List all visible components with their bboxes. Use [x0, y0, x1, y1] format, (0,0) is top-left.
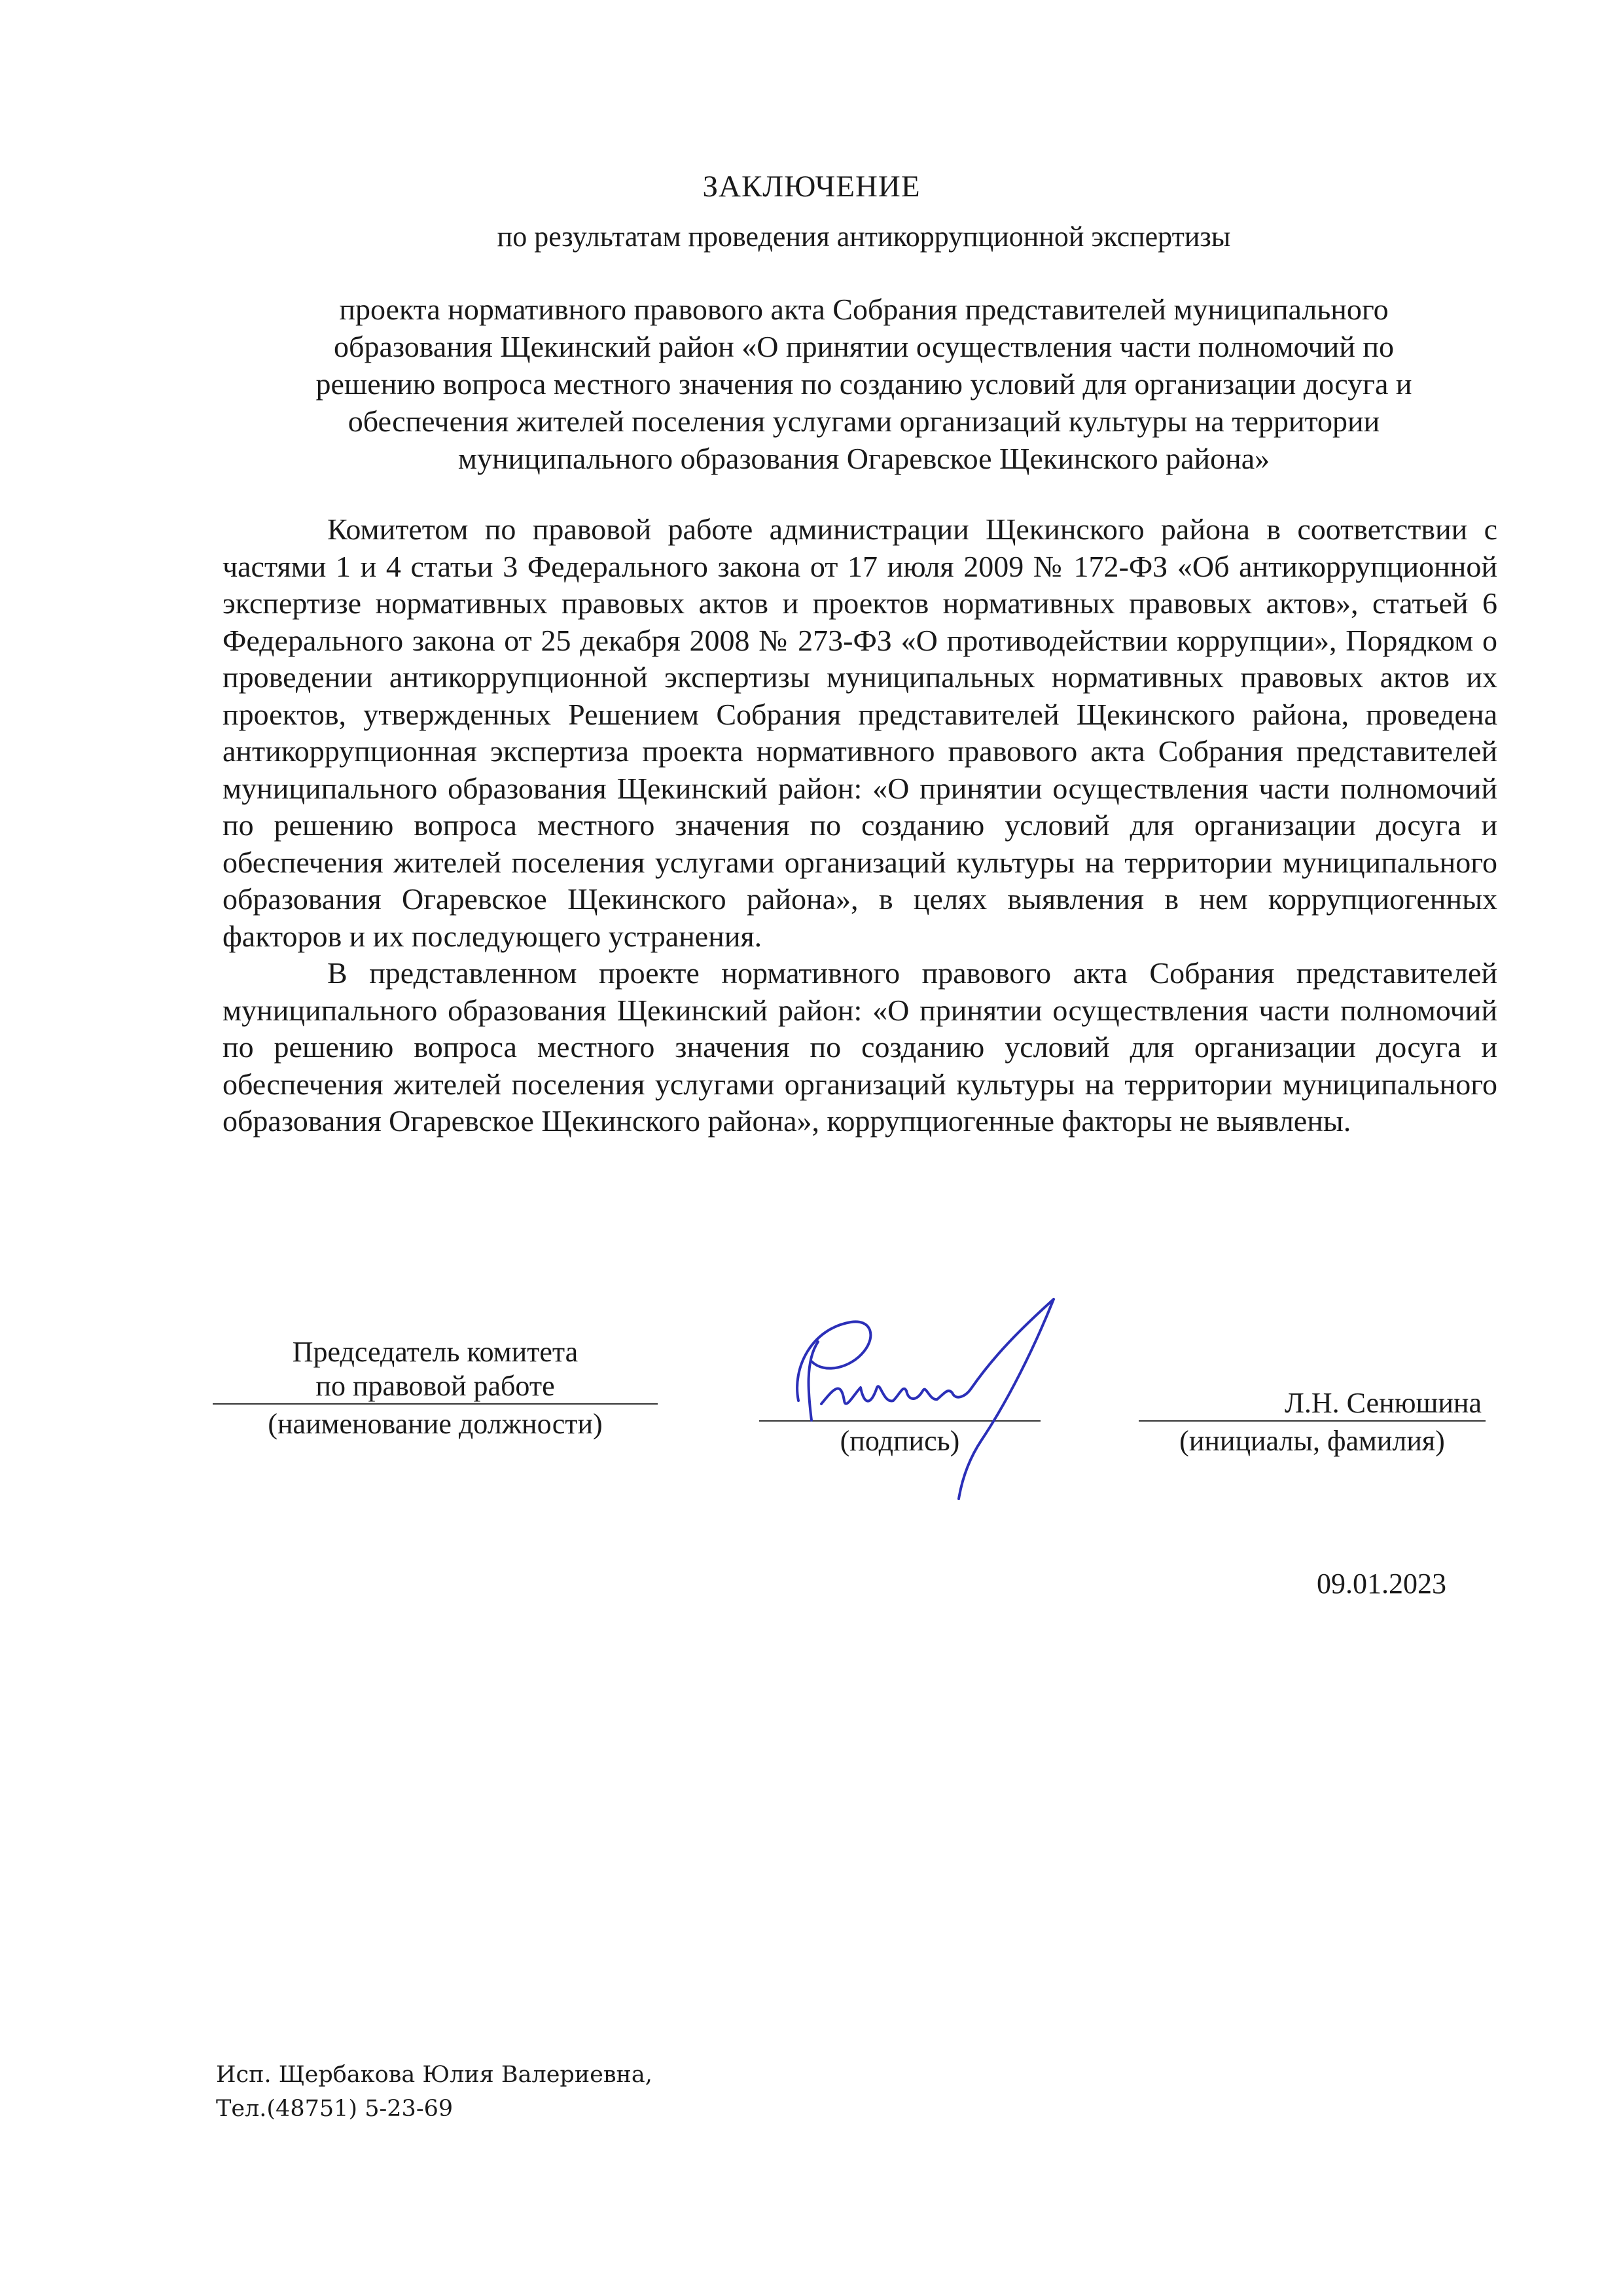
- project-title-line: проекта нормативного правового акта Собрания представителей муниципального: [339, 293, 1389, 326]
- signature-caption: (подпись): [840, 1425, 960, 1457]
- name-block: [1139, 1386, 1486, 1460]
- project-title-line: муниципального образования Огаревское Щекинского района»: [457, 442, 1270, 475]
- signer-name: Л.Н. Сенюшина: [1139, 1386, 1486, 1422]
- position-line1: Председатель комитета: [292, 1336, 579, 1368]
- body-text: [223, 511, 1497, 1140]
- project-title-line: обеспечения жителей поселения услугами организаций культуры на территории: [348, 404, 1380, 438]
- executor-phone: Тел.(48751) 5-23-69: [216, 2096, 454, 2122]
- project-title: [262, 291, 1466, 477]
- project-title-line: решению вопроса местного значения по созданию условий для организации досуга и: [315, 367, 1412, 401]
- name-caption: (инициалы, фамилия): [1179, 1425, 1445, 1457]
- position-caption: (наименование должности): [268, 1408, 603, 1440]
- position-line2: по правовой работе: [213, 1369, 658, 1405]
- executor-name: Исп. Щербакова Юлия Валериевна,: [216, 2062, 652, 2088]
- document-title: ЗАКЛЮЧЕНИЕ: [702, 170, 921, 204]
- position-block: [213, 1335, 658, 1443]
- paragraph-expertise: Комитетом по правовой работе администрации Щекинского района в соответствии с частями 1 и 4 статьи 3 Федерального закона от 17 июля 2009 № 172-ФЗ «Об антикоррупционной экспертизе нормативных правовых актов и проектов нормативных правовых актов», статьей 6 Федерального закона от 25 декабря 2008 № 273-ФЗ «О противодействии коррупции», Порядком о проведении антикоррупционной экспертизы муниципальных нормативных правовых актов их проектов, утвержденных Решением Собрания представителей Щекинского района, проведена антикоррупционная экспертиза проекта нормативного правового акта Собрания представителей муниципального образования Щекинский район: «О принятии осуществления части полномочий по решению вопроса местного значения по созданию условий для организации досуга и обеспечения жителей поселения услугами организаций культуры на территории муниципального образования Огаревское Щекинского района», в целях выявления в нем коррупциогенных факторов и их последующего устранения.: [223, 512, 1497, 953]
- project-title-line: образования Щекинский район «О принятии осуществления части полномочий по: [334, 330, 1394, 363]
- paragraph-conclusion: В представленном проекте нормативного правового акта Собрания представителей муниципального образования Щекинский район: «О принятии осуществления части полномочий по решению вопроса местного значения по созданию условий для организации досуга и обеспечения жителей поселения услугами организаций культуры на территории муниципального образования Огаревское Щекинского района», коррупциогенные факторы не выявлены.: [223, 956, 1497, 1138]
- executor-block: [216, 2058, 652, 2126]
- handwritten-signature: [772, 1289, 1086, 1505]
- document-subtitle: по результатам проведения антикоррупционной экспертизы: [497, 221, 1231, 253]
- document-date: 09.01.2023: [1317, 1568, 1446, 1600]
